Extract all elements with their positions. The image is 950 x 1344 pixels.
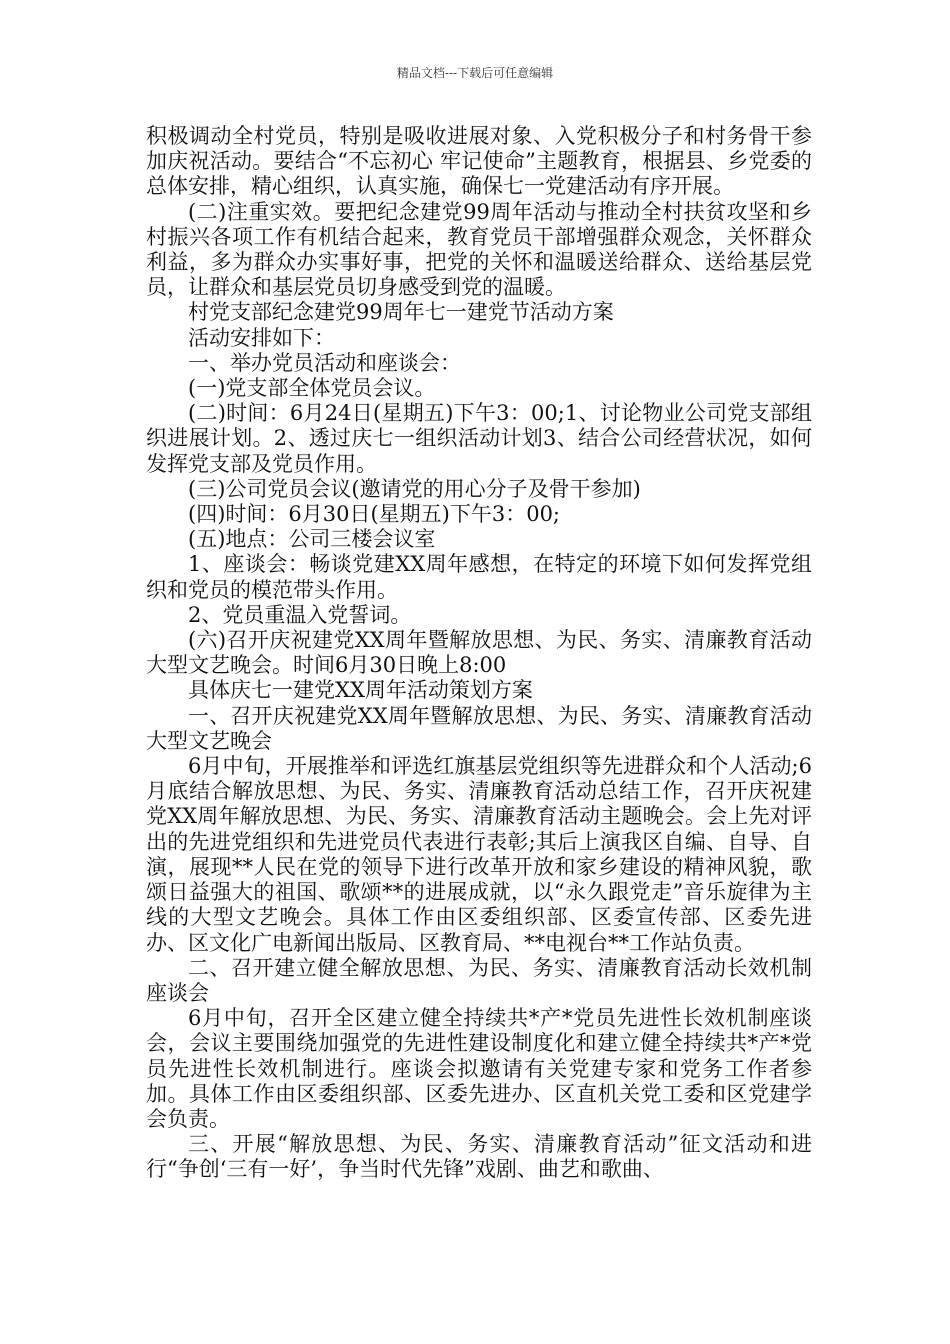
paragraph-17: 二、召开建立健全解放思想、为民、务实、清廉教育活动长效机制座谈会 (146, 955, 812, 1005)
paragraph-5: 一、举办党员活动和座谈会： (188, 350, 461, 375)
paragraph-16: 6月中旬，开展推举和评选红旗基层党组织等先进群众和个人活动;6月底结合解放思想、为民、务实、清廉教育活动总结工作，召开庆祝建党XX周年解放思想、为民、务实、清廉教育活动主题晚会。会上先对评出的先进党组织和先进党员代表进行表彰;其后上演我区自编、自导、自演，展现**人民在党的领导下进行改革开放和家乡建设的精神风貌，歌颂日益强大的祖国、歌颂**的进展成就，以“永久跟党走”音乐旋律为主线的大型文艺晚会。具体工作由区委组织部、区委宣传部、区委先进办、区文化广电新闻出版局、区教育局、**电视台**工作站负责。 (146, 754, 812, 955)
paragraph-8: (三)公司党员会议(邀请党的用心分子及骨干参加) (188, 476, 641, 501)
paragraph-9: (四)时间：6月30日(星期五)下午3：00; (188, 502, 561, 527)
paragraph-13: (六)召开庆祝建党XX周年暨解放思想、为民、务实、清廉教育活动大型文艺晚会。时间6月30日晚上8:00 (146, 628, 812, 678)
paragraph-2: (二)注重实效。要把纪念建党99周年活动与推动全村扶贫攻坚和乡村振兴各项工作有机结合起来，教育党员干部增强群众观念，关怀群众利益，多为群众办实事好事，把党的关怀和温暖送给群众、送给基层党员，让群众和基层党员切身感受到党的温暖。 (146, 199, 812, 300)
page-header: 精品文档---下载后可任意编辑 (396, 66, 554, 80)
paragraph-11: 1、座谈会：畅谈党建XX周年感想，在特定的环境下如何发挥党组织和党员的模范带头作用。 (146, 552, 812, 602)
paragraph-14: 具体庆七一建党XX周年活动策划方案 (188, 678, 533, 703)
document-body (146, 124, 812, 1183)
paragraph-6: (一)党支部全体党员会议。 (188, 376, 436, 401)
paragraph-19: 三、开展“解放思想、为民、务实、清廉教育活动”征文活动和进行“争创‘三有一好’，争当时代先锋”戏剧、曲艺和歌曲、 (146, 1132, 812, 1182)
paragraph-3: 村党支部纪念建党99周年七一建党节活动方案 (188, 300, 614, 325)
paragraph-12: 2、党员重温入党誓词。 (188, 602, 412, 627)
paragraph-1: 积极调动全村党员，特别是吸收进展对象、入党积极分子和村务骨干参加庆祝活动。要结合“不忘初心 牢记使命”主题教育，根据县、乡党委的总体安排，精心组织，认真实施，确保七一党建活动有序开展。 (146, 124, 812, 199)
paragraph-10: (五)地点：公司三楼会议室 (188, 527, 436, 552)
paragraph-15: 一、召开庆祝建党XX周年暨解放思想、为民、务实、清廉教育活动大型文艺晚会 (146, 703, 812, 753)
paragraph-4: 活动安排如下： (188, 325, 335, 350)
paragraph-7: (二)时间：6月24日(星期五)下午3：00;1、讨论物业公司党支部组织进展计划。2、透过庆七一组织活动计划3、结合公司经营状况，如何发挥党支部及党员作用。 (146, 401, 812, 476)
paragraph-18: 6月中旬，召开全区建立健全持续共*产*党员先进性长效机制座谈会，会议主要围绕加强党的先进性建设制度化和建立健全持续共*产*党员先进性长效机制进行。座谈会拟邀请有关党建专家和党务工作者参加。具体工作由区委组织部、区委先进办、区直机关党工委和区党建学会负责。 (146, 1006, 812, 1131)
